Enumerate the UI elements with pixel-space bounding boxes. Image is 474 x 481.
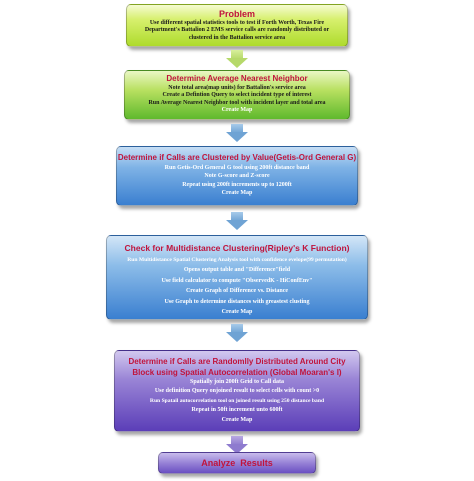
getis-ord-title: Determine if Calls are Clustered by Value(Getis-Ord General G) <box>117 153 357 162</box>
ripleys-k-line-6: Create Map <box>221 309 253 316</box>
problem-title: Problem <box>218 9 255 19</box>
ripleys-k-line-4: Create Graph of Difference vs. Distance <box>185 288 289 295</box>
getis-ord-line-1: Run Getis-Ord General G tool using 200ft distance band <box>164 165 310 171</box>
analyze-results-box <box>158 452 316 474</box>
nearest-neighbor-line-4: Create Map <box>221 107 253 114</box>
analyze-results-title: Analyze Results <box>201 458 273 468</box>
ripleys-k-box <box>106 235 368 320</box>
ripleys-k-line-2: Opens output table and "Difference"field <box>183 267 291 274</box>
morans-i-box <box>114 350 360 432</box>
morans-i-title-line-2: Block using Spatial Autocorrelation (Global Moaran's I) <box>132 368 342 377</box>
nearest-neighbor-title: Determine Average Nearest Neighbor <box>166 74 308 83</box>
ripleys-k-line-1: Run Multidistance Spatial Clustering Analysis tool with confidence evelope(99 permutation) <box>127 257 347 263</box>
morans-i-line-4: Repeat in 50ft increment unto 600ft <box>191 407 283 414</box>
problem-line-3: clustered in the Battalion service area <box>188 34 286 41</box>
nearest-neighbor-box <box>124 70 350 120</box>
ripleys-k-title: Check for Multidistance Clustering(Ripley's K Function) <box>124 243 350 253</box>
getis-ord-box <box>116 146 358 206</box>
morans-i-line-2: Use definition Query onjoined result to select cells with count >0 <box>154 388 320 395</box>
morans-i-line-1: Spatially join 200ft Grid to Call data <box>189 379 284 385</box>
ripleys-k-line-3: Use field calculator to compute "ObservedK - HiConfEnv" <box>161 277 313 284</box>
getis-ord-line-4: Create Map <box>221 190 253 197</box>
ripleys-k-line-5: Use Graph to determine distances with greastest clusting <box>164 298 310 305</box>
nearest-neighbor-line-2: Create a Defintion Query to select incident type of interest <box>162 92 312 99</box>
problem-line-1: Use different spatial statistics tools to test if Forth Worth, Texas Fire <box>149 20 325 26</box>
problem-line-2: Department's Battalion 2 EMS service calls are randomly distributed or <box>144 27 330 34</box>
getis-ord-line-2: Note G-score and Z-score <box>204 173 270 180</box>
morans-i-title-line-1: Determine if Calls are Randomlly Distributed Around City <box>128 357 346 366</box>
nearest-neighbor-line-1: Note total area(map units) for Battalion's service area <box>168 85 306 91</box>
problem-box <box>126 4 348 47</box>
morans-i-line-5: Create Map <box>221 416 253 423</box>
morans-i-line-3: Run Spatail autocorrelation tool on joined result using 250 distance band <box>149 397 325 404</box>
getis-ord-line-3: Repeat using 200ft increments up to 1200ft <box>182 181 292 188</box>
nearest-neighbor-line-3: Run Average Nearest Neighbor tool with incident layer and total area <box>148 99 326 106</box>
